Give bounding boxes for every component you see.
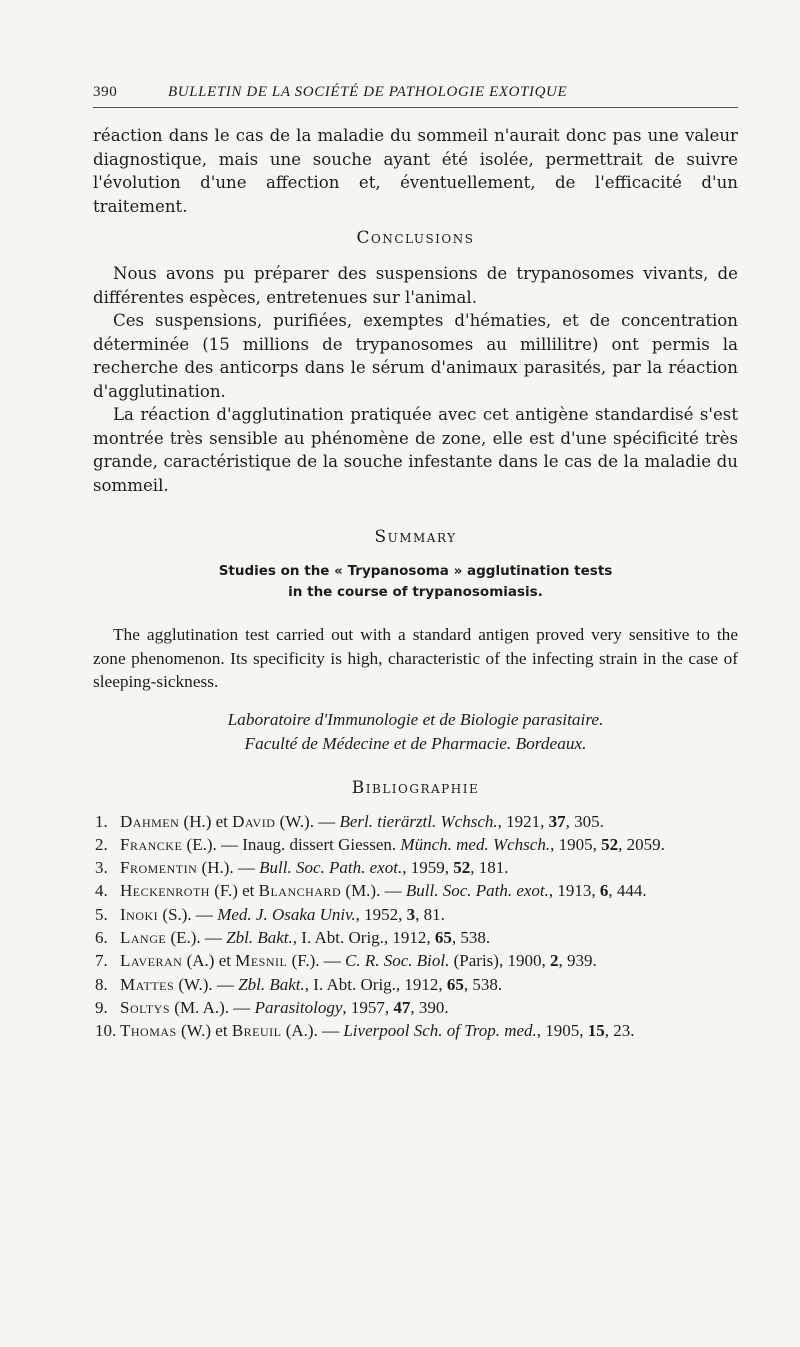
reference-author: Fromentin <box>120 858 198 878</box>
reference-text: , 1959, <box>402 858 454 878</box>
reference-volume: 3 <box>406 904 416 924</box>
reference-text: , 23. <box>604 1021 635 1041</box>
conclusions-heading: Conclusions <box>356 228 475 248</box>
affiliation-line: Faculté de Médecine et de Pharmacie. Bordeaux. <box>244 733 587 753</box>
reference-text: (Paris), 1900, <box>449 951 550 971</box>
reference-volume: 2 <box>549 951 559 971</box>
reference-number: 4. <box>95 881 108 901</box>
reference-text: (H.). — <box>197 858 260 878</box>
reference-item <box>93 903 738 926</box>
reference-source: Liverpool Sch. of Trop. med. <box>343 1021 537 1041</box>
affiliation <box>93 708 738 756</box>
reference-text: (M. A.). — <box>170 997 255 1017</box>
reference-author: Mesnil <box>235 951 288 971</box>
reference-number: 6. <box>95 927 108 947</box>
reference-text: , 181. <box>470 858 509 878</box>
reference-author: Thomas <box>120 1021 177 1041</box>
reference-author: Inoki <box>120 904 159 924</box>
reference-source: Bull. Soc. Path. exot. <box>259 858 403 878</box>
reference-number: 8. <box>95 974 108 994</box>
page <box>93 84 738 1042</box>
reference-text: (M.). — <box>341 881 406 901</box>
journal-title: BULLETIN DE LA SOCIÉTÉ DE PATHOLOGIE EXOTIQUE <box>168 84 568 100</box>
bibliography-heading: Bibliographie <box>351 777 480 798</box>
reference-author: Lange <box>120 927 167 947</box>
reference-source: Bull. Soc. Path. exot. <box>405 881 549 901</box>
reference-author: Blanchard <box>258 881 342 901</box>
reference-text: (S.). — <box>158 904 218 924</box>
reference-number: 9. <box>95 997 108 1017</box>
conclusion-paragraph: Ces suspensions, purifiées, exemptes d'hématies, et de concentration déterminée (15 millions de trypanosomes au millilitre) ont permis la recherche des anticorps dans le sérum d'animaux parasités, par la réaction d'agglutination. <box>93 311 738 401</box>
reference-list <box>93 810 738 1043</box>
summary-heading: Summary <box>374 527 457 547</box>
reference-text: (A.) et <box>182 951 236 971</box>
reference-source: Münch. med. Wchsch. <box>400 834 551 854</box>
reference-volume: 6 <box>599 881 609 901</box>
reference-item <box>93 926 738 949</box>
reference-text: , 444. <box>608 881 647 901</box>
reference-author: Laveran <box>120 951 183 971</box>
conclusion-paragraph: La réaction d'agglutination pratiquée avec cet antigène standardisé s'est montrée très sensible au phénomène de zone, elle est d'une spécificité très grande, caractéristique de la souche infestante dans le cas de la maladie du sommeil. <box>93 405 738 495</box>
reference-text: , 1957, <box>342 997 394 1017</box>
reference-text: , I. Abt. Orig., 1912, <box>304 974 447 994</box>
reference-text: , 1921, <box>497 811 549 831</box>
reference-author: Heckenroth <box>120 881 210 901</box>
reference-item <box>93 833 738 856</box>
reference-item <box>93 949 738 972</box>
reference-text: (F.) et <box>209 881 259 901</box>
intro-paragraph: réaction dans le cas de la maladie du sommeil n'aurait donc pas une valeur diagnostique, mais une souche ayant été isolée, permettrait de suivre l'évolution d'une affection et, éventuellement, de l'efficacité d'un traitement. <box>93 126 738 216</box>
reference-text: (F.). — <box>287 951 346 971</box>
reference-number: 10. <box>95 1021 117 1041</box>
reference-text: , 81. <box>415 904 445 924</box>
reference-volume: 15 <box>587 1021 605 1041</box>
reference-source: Zbl. Bakt. <box>238 974 305 994</box>
reference-source: C. R. Soc. Biol. <box>345 951 450 971</box>
reference-number: 7. <box>95 951 108 971</box>
reference-source: Parasitology <box>254 997 343 1017</box>
reference-item <box>93 879 738 902</box>
reference-text: (A.). — <box>281 1021 344 1041</box>
reference-text: , 939. <box>558 951 597 971</box>
reference-item <box>93 1019 738 1042</box>
reference-author: Francke <box>120 834 183 854</box>
reference-source: Zbl. Bakt. <box>226 927 293 947</box>
reference-volume: 65 <box>434 927 452 947</box>
reference-text: , 305. <box>565 811 604 831</box>
reference-volume: 65 <box>446 974 464 994</box>
reference-volume: 52 <box>453 858 471 878</box>
reference-text: , 1905, <box>536 1021 588 1041</box>
reference-text: (W.) et <box>176 1021 232 1041</box>
reference-text: , 538. <box>451 927 491 947</box>
running-header <box>93 84 738 108</box>
reference-text: , 1952, <box>355 904 407 924</box>
reference-number: 5. <box>95 904 108 924</box>
reference-text: , 2059. <box>618 834 665 854</box>
reference-text: , 1905, <box>550 834 602 854</box>
summary-subtitle-line: in the course of trypanosomiasis. <box>288 584 543 600</box>
reference-author: Dahmen <box>120 811 180 831</box>
page-number: 390 <box>93 84 118 100</box>
reference-author: David <box>232 811 276 831</box>
summary-text: The agglutination test carried out with a standard antigen proved very sensitive to the zone phenomenon. Its specificity is high, characteristic of the infecting strain in the case of sleeping-sickness. <box>93 625 738 691</box>
reference-text: (E.). — Inaug. dissert Giessen. <box>182 834 401 854</box>
reference-number: 3. <box>95 858 108 878</box>
reference-author: Mattes <box>120 974 175 994</box>
reference-text: , I. Abt. Orig., 1912, <box>292 927 435 947</box>
affiliation-line: Laboratoire d'Immunologie et de Biologie parasitaire. <box>227 709 604 729</box>
summary-subtitle <box>93 561 738 603</box>
reference-volume: 47 <box>393 997 411 1017</box>
reference-text: , 390. <box>410 997 449 1017</box>
reference-item <box>93 856 738 879</box>
reference-item <box>93 996 738 1019</box>
conclusion-paragraph: Nous avons pu préparer des suspensions de trypanosomes vivants, de différentes espèces, entretenues sur l'animal. <box>93 264 738 307</box>
reference-source: Berl. tierärztl. Wchsch. <box>339 811 498 831</box>
reference-volume: 52 <box>601 834 619 854</box>
reference-text: (W.). — <box>275 811 340 831</box>
reference-text: (W.). — <box>174 974 239 994</box>
reference-text: (E.). — <box>166 927 227 947</box>
reference-text: , 538. <box>463 974 503 994</box>
reference-number: 2. <box>95 834 108 854</box>
reference-author: Soltys <box>120 997 171 1017</box>
reference-number: 1. <box>95 811 108 831</box>
reference-text: (H.) et <box>179 811 233 831</box>
reference-author: Breuil <box>231 1021 282 1041</box>
reference-volume: 37 <box>548 811 566 831</box>
reference-text: , 1913, <box>548 881 600 901</box>
reference-source: Med. J. Osaka Univ. <box>217 904 356 924</box>
reference-item <box>93 973 738 996</box>
summary-subtitle-line: Studies on the « Trypanosoma » agglutination tests <box>218 563 613 579</box>
reference-item <box>93 810 738 833</box>
